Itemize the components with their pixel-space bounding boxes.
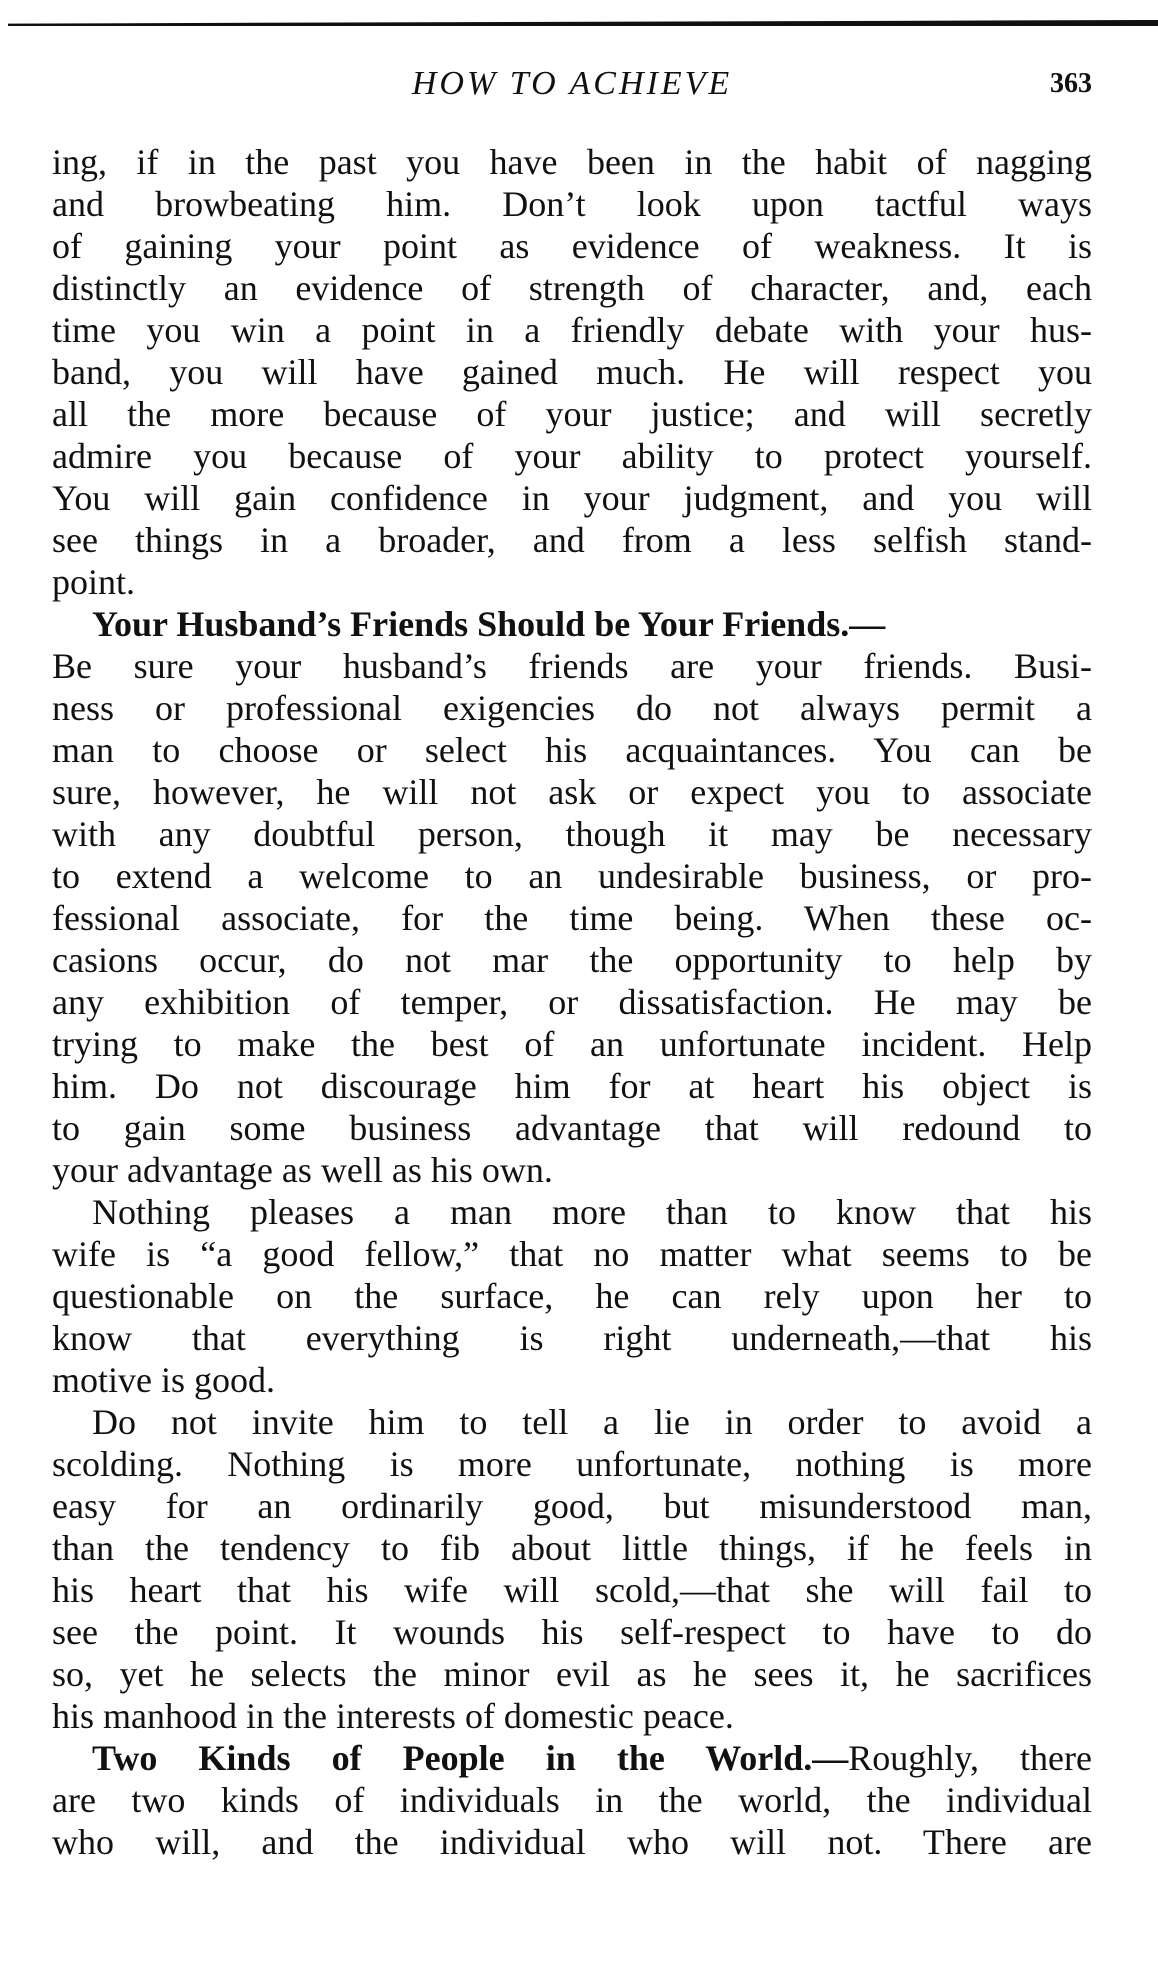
page-number: 363 [1050,68,1092,99]
text-line: your advantage as well as his own. [52,1150,553,1190]
section-heading: Two Kinds of People in the World.— [92,1738,849,1778]
section-heading: Your Husband’s Friends Should be Your Friends.— [92,604,886,644]
paragraph [52,1737,1092,1863]
text-line: wife is “a good fellow,” that no matter what seems to be [52,1234,1092,1274]
text-line [52,603,1092,645]
text-line: ing, if in the past you have been in the habit of nagging [52,142,1092,182]
text-line: so, yet he selects the minor evil as he sees it, he sacrifices [52,1654,1092,1694]
paragraph [52,603,1092,1191]
text-line: know that everything is right underneath,—that his [52,1318,1092,1358]
text-line: man to choose or select his acquaintances. You can be [52,730,1092,770]
text-line: all the more because of your justice; and will secretly [52,394,1092,434]
text-line: see the point. It wounds his self-respect to have to do [52,1612,1092,1652]
text-line: and browbeating him. Don’t look upon tactful ways [52,184,1092,224]
text-line: scolding. Nothing is more unfortunate, nothing is more [52,1444,1092,1484]
text-line: fessional associate, for the time being. When these oc- [52,898,1092,938]
text-line: Do not invite him to tell a lie in order to avoid a [92,1402,1092,1442]
text-line: Be sure your husband’s friends are your friends. Busi- [52,646,1092,686]
text-line: of gaining your point as evidence of weakness. It is [52,226,1092,266]
text-line: Nothing pleases a man more than to know that his [92,1192,1092,1232]
text-line: to extend a welcome to an undesirable business, or pro- [52,856,1092,896]
line-text: Roughly, there [848,1738,1092,1778]
text-line: who will, and the individual who will not. There are [52,1822,1092,1862]
text-line: are two kinds of individuals in the world, the individual [52,1780,1092,1820]
text-line: distinctly an evidence of strength of character, and, each [52,268,1092,308]
paragraph [52,1191,1092,1401]
text-line: sure, however, he will not ask or expect you to associate [52,772,1092,812]
text-line: see things in a broader, and from a less selfish stand- [52,520,1092,560]
text-line: time you win a point in a friendly debate with your hus- [52,310,1092,350]
text-line: to gain some business advantage that will redound to [52,1108,1092,1148]
text-line [52,1737,1092,1779]
text-line: with any doubtful person, though it may be necessary [52,814,1092,854]
paragraph [52,1401,1092,1737]
text-line: point. [52,562,136,602]
text-line: casions occur, do not mar the opportunity to help by [52,940,1092,980]
text-line: motive is good. [52,1360,275,1400]
running-title: HOW TO ACHIEVE [411,65,733,102]
paragraph [52,141,1092,603]
text-line: trying to make the best of an unfortunate incident. Help [52,1024,1092,1064]
page-body [52,141,1092,1863]
text-line: him. Do not discourage him for at heart his object is [52,1066,1092,1106]
page-header [52,62,1092,106]
text-line: band, you will have gained much. He will respect you [52,352,1092,392]
text-line: questionable on the surface, he can rely upon her to [52,1276,1092,1316]
text-line: his manhood in the interests of domestic peace. [52,1696,734,1736]
top-rule [8,20,1158,26]
text-line: You will gain confidence in your judgment, and you will [52,478,1092,518]
text-line: his heart that his wife will scold,—that she will fail to [52,1570,1092,1610]
text-line: any exhibition of temper, or dissatisfaction. He may be [52,982,1092,1022]
text-line: admire you because of your ability to protect yourself. [52,436,1092,476]
text-line: easy for an ordinarily good, but misunderstood man, [52,1486,1092,1526]
text-line: than the tendency to fib about little things, if he feels in [52,1528,1092,1568]
text-line: ness or professional exigencies do not always permit a [52,688,1092,728]
